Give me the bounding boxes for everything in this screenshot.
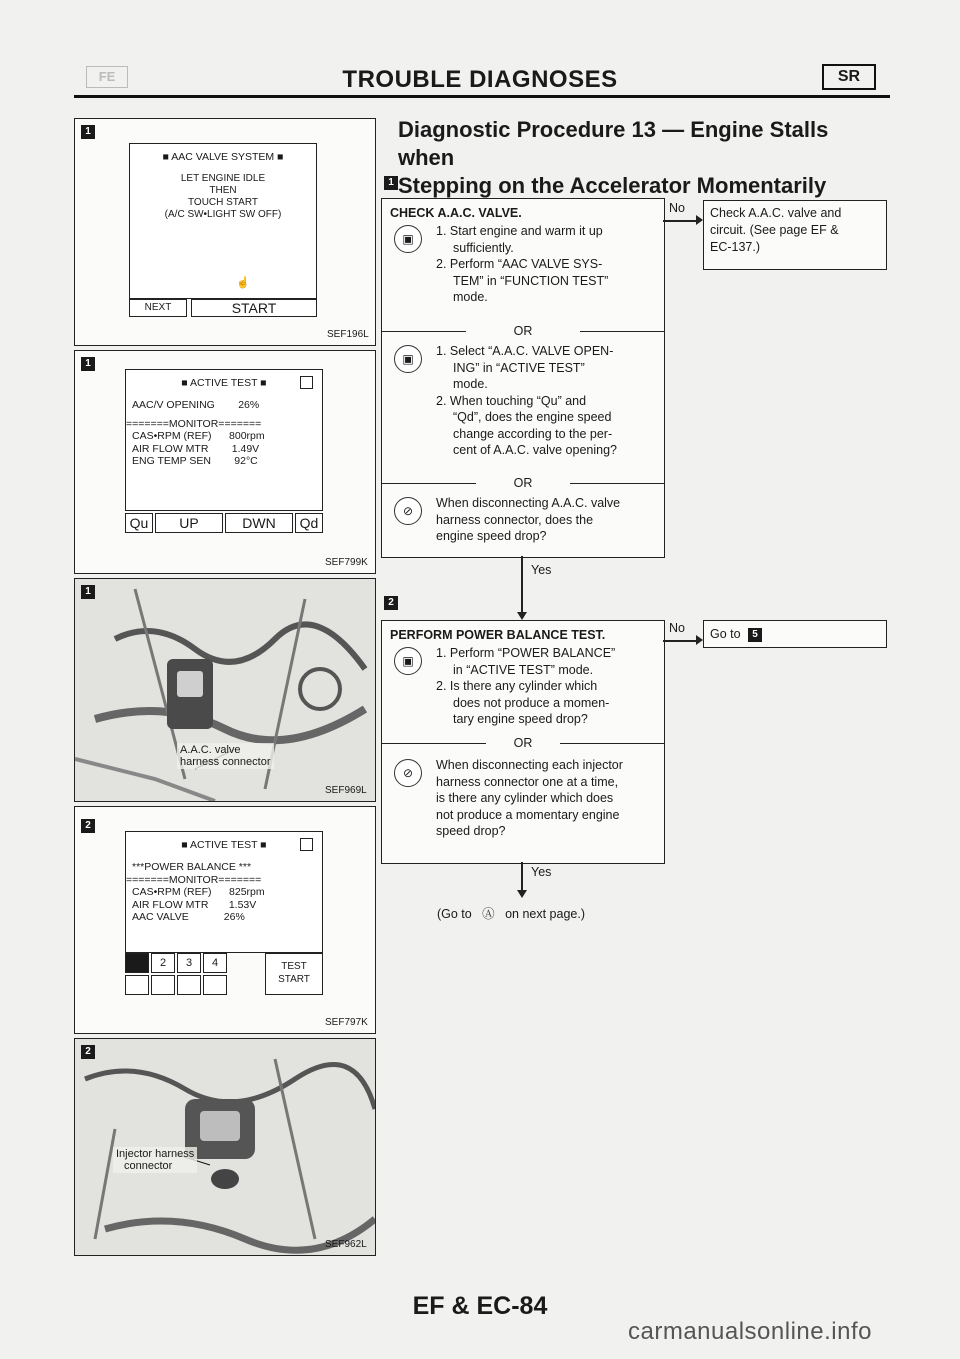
figure-code: SEF969L bbox=[325, 785, 367, 796]
arrow-head-right bbox=[696, 635, 703, 645]
blank-button-3[interactable] bbox=[177, 975, 201, 995]
screen-line: AIR FLOW MTR 1.49V bbox=[132, 442, 260, 455]
check-aac-circuit-box: Check A.A.C. valve and circuit. (See page EF & EC-137.) bbox=[703, 200, 887, 270]
screen-line: AAC VALVE 26% bbox=[132, 911, 245, 923]
consult-screen bbox=[129, 143, 317, 299]
test-start-button[interactable]: TEST START bbox=[265, 953, 323, 995]
watermark: carmanualsonline.info bbox=[628, 1318, 872, 1345]
screen-title: ■ ACTIVE TEST ■ bbox=[181, 839, 267, 851]
step-marker-2: 2 bbox=[384, 596, 398, 610]
step-marker-2: 2 bbox=[81, 1045, 95, 1059]
yes-label: Yes bbox=[531, 563, 552, 577]
procedure-title: Diagnostic Procedure 13 — Engine Stalls when Stepping on the Accelerator Momentarily bbox=[398, 117, 829, 198]
consult-tool-icon: ▣ bbox=[394, 345, 422, 373]
yes-arrow-line bbox=[521, 556, 523, 618]
panel-aac-valve-system bbox=[74, 118, 376, 346]
cylinder-1-button[interactable] bbox=[125, 953, 149, 973]
header-rule bbox=[74, 95, 890, 98]
up-button[interactable]: UP bbox=[155, 513, 223, 533]
finger-icon: ☝ bbox=[236, 277, 250, 289]
power-balance-test-box bbox=[381, 620, 665, 864]
page-number: EF & EC-84 bbox=[412, 1292, 548, 1320]
checkbox-icon bbox=[300, 376, 313, 389]
photo-injector-harness bbox=[74, 1038, 376, 1256]
consult-screen bbox=[125, 369, 323, 511]
screen-line: ENG TEMP SEN 92°C bbox=[132, 455, 258, 467]
screen-title: ■ AAC VALVE SYSTEM ■ bbox=[162, 151, 284, 163]
blank-button-2[interactable] bbox=[151, 975, 175, 995]
next-button[interactable]: NEXT bbox=[129, 299, 187, 317]
screen-line: CAS•RPM (REF) 825rpm bbox=[132, 886, 265, 898]
yes-label: Yes bbox=[531, 865, 552, 879]
photo-aac-valve-connector bbox=[74, 578, 376, 802]
callout-label: A.A.C. valve harness connector bbox=[177, 743, 274, 769]
screen-line: AIR FLOW MTR 1.53V bbox=[132, 898, 257, 911]
callout-label: Injector harness connector bbox=[113, 1147, 197, 1173]
screen-line: CAS•RPM (REF) 800rpm bbox=[132, 430, 265, 442]
section-tab: FE bbox=[86, 66, 128, 88]
box-title: PERFORM POWER BALANCE TEST. bbox=[390, 628, 606, 642]
step-marker-1: 1 bbox=[81, 585, 95, 599]
go-to-step-5-box: Go to 5 bbox=[703, 620, 887, 648]
step-marker-1: 1 bbox=[384, 176, 398, 190]
no-tool-icon: ⊘ bbox=[394, 497, 422, 525]
consult-tool-icon: ▣ bbox=[394, 647, 422, 675]
arrow-head-down bbox=[517, 890, 527, 898]
no-arrow-line bbox=[663, 220, 699, 222]
qd-button[interactable]: Qd bbox=[295, 513, 323, 533]
no-arrow-line bbox=[663, 640, 699, 642]
figure-code: SEF196L bbox=[327, 329, 369, 340]
step-marker-2: 2 bbox=[81, 819, 95, 833]
box-title: CHECK A.A.C. VALVE. bbox=[390, 206, 522, 220]
figure-code: SEF962L bbox=[325, 1239, 367, 1250]
checkbox-icon bbox=[300, 838, 313, 851]
figure-code: SEF797K bbox=[325, 1017, 368, 1028]
step-marker-5: 5 bbox=[748, 628, 762, 642]
consult-tool-icon: ▣ bbox=[394, 225, 422, 253]
screen-line: (A/C SW•LIGHT SW OFF) bbox=[164, 209, 282, 220]
screen-line: THEN bbox=[209, 185, 237, 196]
no-label: No bbox=[669, 621, 685, 635]
no-tool-icon: ⊘ bbox=[394, 759, 422, 787]
cylinder-2-button[interactable]: 2 bbox=[151, 953, 175, 973]
step-text: When disconnecting A.A.C. valve harness connector, does the engine speed drop? bbox=[436, 496, 621, 543]
or-divider: OR bbox=[513, 476, 533, 490]
screen-line: LET ENGINE IDLE bbox=[180, 173, 266, 184]
screen-line: ***POWER BALANCE *** bbox=[132, 861, 252, 873]
screen-line: AAC/V OPENING 26% bbox=[132, 399, 260, 411]
check-aac-valve-box bbox=[381, 198, 665, 558]
step-marker-1: 1 bbox=[81, 357, 95, 371]
go-to-next-page: (Go to Ⓐ on next page.) bbox=[437, 907, 585, 921]
panel-active-test-aac bbox=[74, 350, 376, 574]
step-marker-1: 1 bbox=[81, 125, 95, 139]
step-text: 1. Start engine and warm it up sufficiently. 2. Perform “AAC VALVE SYS- TEM” in “FUNCTION TEST” mode. bbox=[436, 224, 609, 304]
screen-title: ■ ACTIVE TEST ■ bbox=[181, 377, 267, 389]
or-divider: OR bbox=[513, 324, 533, 338]
qu-button[interactable]: Qu bbox=[125, 513, 153, 533]
cylinder-4-button[interactable]: 4 bbox=[203, 953, 227, 973]
dwn-button[interactable]: DWN bbox=[225, 513, 293, 533]
screen-line: TOUCH START bbox=[187, 197, 258, 208]
figure-code: SEF799K bbox=[325, 557, 368, 568]
page-title: TROUBLE DIAGNOSES bbox=[342, 66, 618, 93]
step-text: When disconnecting each injector harness connector one at a time, is there any cylinder which does not produce a momentary engine speed drop? bbox=[436, 758, 623, 838]
blank-button-4[interactable] bbox=[203, 975, 227, 995]
arrow-head-right bbox=[696, 215, 703, 225]
section-badge: SR bbox=[822, 64, 876, 90]
step-text: 1. Perform “POWER BALANCE” in “ACTIVE TEST” mode. 2. Is there any cylinder which does not produce a momen- tary engine speed drop? bbox=[436, 646, 616, 726]
blank-button-1[interactable] bbox=[125, 975, 149, 995]
start-button[interactable]: START bbox=[191, 299, 317, 317]
no-label: No bbox=[669, 201, 685, 215]
cylinder-3-button[interactable]: 3 bbox=[177, 953, 201, 973]
consult-screen bbox=[125, 831, 323, 953]
arrow-head-down bbox=[517, 612, 527, 620]
panel-active-test-power-balance bbox=[74, 806, 376, 1034]
screen-line: =======MONITOR======= bbox=[126, 417, 262, 430]
or-divider: OR bbox=[513, 736, 533, 750]
step-text: 1. Select “A.A.C. VALVE OPEN- ING” in “ACTIVE TEST” mode. 2. When touching “Qu” and “Qd”, does the engine speed change according to the per- cent of A.A.C. valve opening? bbox=[436, 344, 617, 457]
screen-line: =======MONITOR======= bbox=[126, 873, 262, 886]
